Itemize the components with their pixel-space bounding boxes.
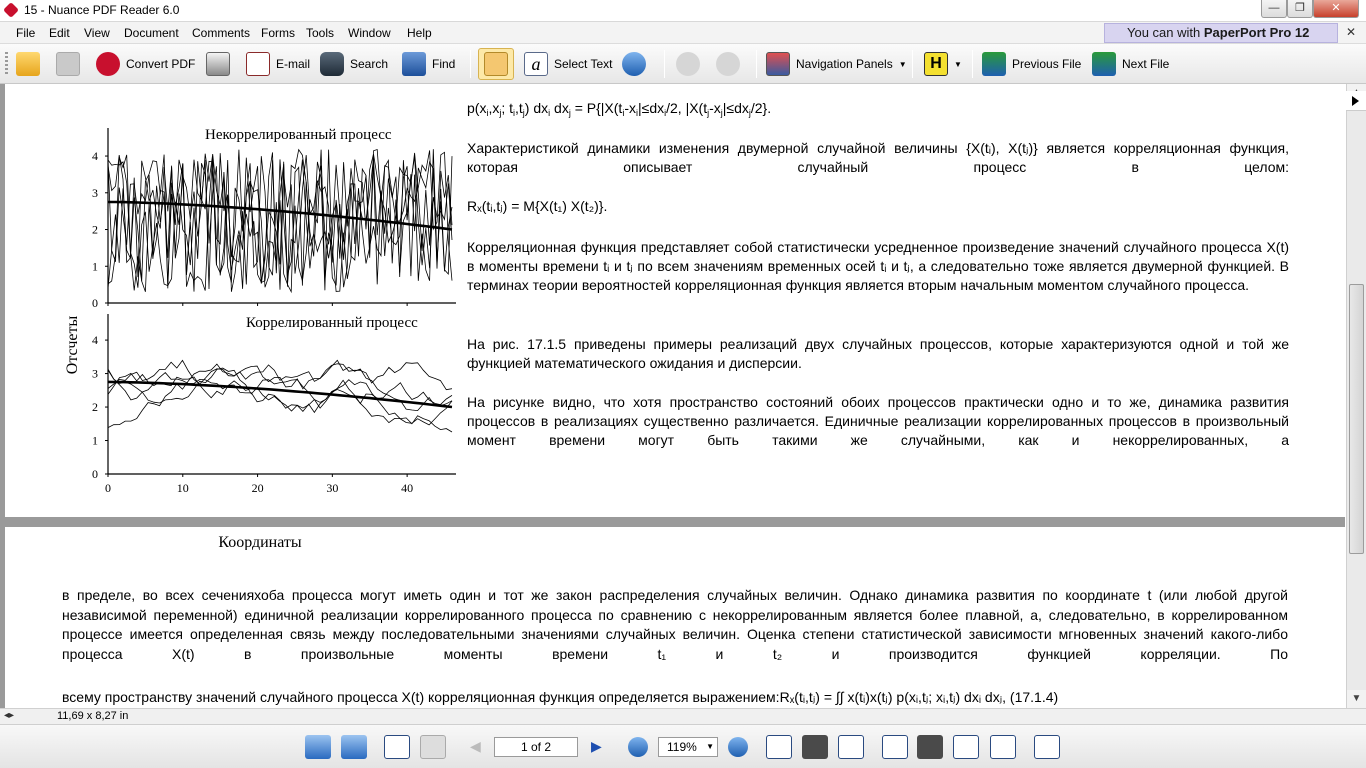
menu-comments[interactable]: Comments: [192, 26, 251, 40]
search-label: Search: [350, 57, 389, 71]
title-bar: [0, 0, 1366, 22]
highlight-h-icon: H: [924, 52, 948, 76]
fit-width-icon[interactable]: [838, 735, 864, 759]
promo-product: PaperPort Pro 12: [1203, 25, 1310, 40]
printer-icon: [206, 52, 230, 76]
previous-file-button[interactable]: [982, 48, 1081, 80]
x-tick-label: 0: [105, 481, 111, 495]
next-file-icon: [1092, 52, 1116, 76]
promo-banner[interactable]: [1104, 23, 1338, 43]
convert-pdf-icon: [96, 52, 120, 76]
minimize-button[interactable]: —: [1261, 0, 1287, 18]
previous-page-icon[interactable]: ◀: [470, 738, 481, 754]
menu-bar: [0, 22, 1366, 44]
fit-page-icon[interactable]: [802, 735, 828, 759]
zoom-out-icon[interactable]: [628, 737, 648, 757]
email-button[interactable]: [246, 48, 310, 80]
paragraph-2: Корреляционная функция представляет собой статистически усредненное произведение значений случайного процесса X(t) в моменты времени tᵢ и tⱼ по всем значениям временных осей tᵢ и tⱼ, а следовательно тоже является двумерной функцией. В терминах теории вероятностей корреляционная функция является вторым начальным моментом случайного процесса.: [467, 239, 1289, 293]
chevron-down-icon[interactable]: ▼: [706, 742, 714, 751]
highlight-button[interactable]: [924, 48, 962, 80]
y-tick-label: 0: [92, 296, 98, 310]
navigation-panels-label: Navigation Panels: [796, 57, 893, 71]
menu-tools[interactable]: Tools: [306, 26, 335, 40]
navigation-panels-button[interactable]: [766, 48, 907, 80]
scrollbar-thumb[interactable]: [1349, 284, 1364, 554]
page2-paragraph-1: в пределе, во всех сеченияхоба процесса могут иметь один и тот же закон распределения случайных величин. Однако динамика развития по координате t (или любой другой независимой переменной) единичной реализации коррелированного процесса по сравнению с некоррелированным является более плавной, а, следовательно, в коррелированном процессе имеется определенная связь между последовательными значениями случайных величин. Оценка степени статистической зависимости мгновенных значений какого-либо процесса X(t) в произвольные моменты времени t₁ и t₂ и производится функцией корреляции. По: [62, 587, 1288, 662]
y-axis-label: Отсчеты: [64, 315, 81, 375]
save-button[interactable]: [56, 48, 86, 80]
paragraph-1: Характеристикой динамики изменения двумерной случайной величины {X(tᵢ), X(tⱼ)} является корреляционная функция, которая описывает случайный процесс в целом:: [467, 140, 1289, 175]
y-tick-label: 1: [92, 433, 98, 448]
zoom-level-field[interactable]: [658, 737, 718, 757]
facing-pages-icon[interactable]: [953, 735, 979, 759]
y-tick-label: 1: [92, 259, 98, 274]
process-realization-line: [108, 373, 452, 425]
set-button[interactable]: [622, 48, 652, 80]
paragraph-4: На рисунке видно, что хотя пространство состояний обоих процессов практически одно и то же, динамика развития процессов в реализациях существенно различается. Единичные реализации коррелированных процессов в произвольный момент времени могут быть такими же случайными, как и некоррелированных, а: [467, 394, 1289, 448]
menu-help[interactable]: Help: [407, 26, 432, 40]
x-tick-label: 40: [401, 481, 414, 495]
page2-formula: Rₓ(tᵢ,tⱼ) = ∫∫ x(tᵢ)x(tⱼ) p(xᵢ,tⱼ; xᵢ,tⱼ) dxᵢ dxⱼ, (17.1.4): [779, 689, 1059, 705]
convert-pdf-label: Convert PDF: [126, 57, 196, 71]
hand-icon: [484, 52, 508, 76]
navigation-bar: [0, 724, 1366, 768]
x-axis-label: Координаты: [218, 534, 302, 550]
full-screen-icon[interactable]: [1034, 735, 1060, 759]
navigation-panels-icon: [766, 52, 790, 76]
continuous-page-icon[interactable]: [917, 735, 943, 759]
redo-button[interactable]: [716, 48, 746, 80]
folder-open-icon: [16, 52, 40, 76]
correlated-plot: [92, 314, 456, 495]
undo-icon: [676, 52, 700, 76]
page-number-field[interactable]: 1 of 2: [494, 737, 578, 757]
menu-view[interactable]: View: [84, 26, 110, 40]
set-icon: [622, 52, 646, 76]
menu-file[interactable]: File: [16, 26, 36, 40]
maximize-button[interactable]: ❐: [1287, 0, 1313, 18]
y-tick-label: 0: [92, 467, 98, 481]
select-text-icon: a: [524, 52, 548, 76]
undo-button[interactable]: [676, 48, 706, 80]
actual-size-icon[interactable]: [766, 735, 792, 759]
main-toolbar: [0, 44, 1366, 84]
continuous-facing-icon[interactable]: [990, 735, 1016, 759]
uncorrelated-title: Некоррелированный процесс: [205, 127, 392, 143]
y-tick-label: 2: [92, 400, 98, 415]
formula-1: $p(x_i,x_j$; $t_i,t_j$) $dx_i$ $dx_j = P\{|X(t_i-x_i|\le dx_i/2$, $|X(t_j-x_j|\le dx_j/2\}$.: [467, 100, 772, 118]
save-disk-icon: [56, 52, 80, 76]
previous-file-label: Previous File: [1012, 57, 1082, 71]
toolbar-separator: [912, 50, 913, 78]
x-tick-label: 20: [251, 481, 264, 495]
previous-file-icon: [982, 52, 1006, 76]
y-tick-label: 4: [92, 333, 98, 348]
promo-lead: You can with: [1127, 25, 1204, 40]
next-file-label: Next File: [1122, 57, 1170, 71]
search-button[interactable]: [320, 48, 388, 80]
correlated-title: Коррелированный процесс: [246, 315, 418, 331]
next-file-button[interactable]: [1092, 48, 1169, 80]
select-text-button[interactable]: [524, 48, 612, 80]
chevron-down-icon: ▼: [954, 59, 962, 69]
toolbar-separator: [664, 50, 665, 78]
email-label: E-mail: [276, 57, 311, 71]
zoom-level-value: 119%: [667, 740, 697, 754]
next-page-icon[interactable]: ▶: [591, 738, 602, 754]
redo-icon: [716, 52, 740, 76]
resize-arrows-icon[interactable]: ◂▸: [4, 710, 15, 721]
binoculars-icon: [320, 52, 344, 76]
page2-paragraph-2: [62, 688, 1302, 707]
formula-2: Rₓ(tᵢ,tⱼ) = M{X(t₁) X(t₂)}.: [467, 198, 608, 214]
toolbar-separator: [756, 50, 757, 78]
y-tick-label: 2: [92, 222, 98, 237]
rotate-left-icon[interactable]: [305, 735, 331, 759]
process-realization-line: [108, 360, 452, 427]
document-view[interactable]: [5, 84, 1345, 708]
scroll-down-arrow-icon[interactable]: ▼: [1347, 690, 1366, 708]
menu-forms[interactable]: Forms: [261, 26, 295, 40]
page-size-readout: 11,69 x 8,27 in: [57, 710, 129, 722]
find-button[interactable]: [402, 48, 455, 80]
menu-edit[interactable]: Edit: [49, 26, 70, 40]
vertical-scrollbar[interactable]: [1346, 84, 1366, 708]
y-tick-label: 3: [92, 366, 98, 381]
forward-view-icon[interactable]: [420, 735, 446, 759]
zoom-in-icon[interactable]: [728, 737, 748, 757]
find-label: Find: [432, 57, 456, 71]
find-icon: [402, 52, 426, 76]
rotate-right-icon[interactable]: [341, 735, 367, 759]
figure-processes: [60, 120, 510, 550]
x-tick-label: 30: [326, 481, 339, 495]
open-button[interactable]: [16, 48, 46, 80]
close-button[interactable]: ✕: [1313, 0, 1359, 18]
y-tick-label: 3: [92, 185, 98, 200]
toolbar-separator: [470, 50, 471, 78]
toolbar-grip[interactable]: [5, 52, 8, 76]
select-text-label: Select Text: [554, 57, 613, 71]
promo-close-icon[interactable]: ✕: [1346, 25, 1357, 39]
split-view-button[interactable]: [1346, 91, 1366, 111]
convert-pdf-button[interactable]: [96, 48, 195, 80]
paragraph-3: На рис. 17.1.5 приведены примеры реализаций двух случайных процессов, которые характеризуются одной и той же функцией математического ожидания и дисперсии.: [467, 336, 1289, 371]
play-arrow-icon: [1352, 96, 1359, 106]
y-tick-label: 4: [92, 149, 98, 164]
print-button[interactable]: [206, 48, 236, 80]
process-realization-line: [108, 360, 452, 389]
app-logo-icon: [3, 2, 19, 18]
back-view-icon[interactable]: [384, 735, 410, 759]
status-bar: [0, 708, 1366, 724]
uncorrelated-plot: [92, 128, 456, 310]
menu-document[interactable]: Document: [124, 26, 179, 40]
page-separator: [5, 517, 1345, 527]
x-tick-label: 10: [176, 481, 189, 495]
window-title: 15 - Nuance PDF Reader 6.0: [24, 3, 180, 17]
hand-tool-button[interactable]: [478, 48, 514, 80]
menu-window[interactable]: Window: [348, 26, 391, 40]
single-page-icon[interactable]: [882, 735, 908, 759]
chevron-down-icon: ▼: [898, 59, 907, 69]
page2-paragraph-2-lead: всему пространству значений случайного процесса X(t) корреляционная функция определяется выражением:: [62, 689, 780, 705]
toolbar-separator: [972, 50, 973, 78]
email-pdf-icon: [246, 52, 270, 76]
